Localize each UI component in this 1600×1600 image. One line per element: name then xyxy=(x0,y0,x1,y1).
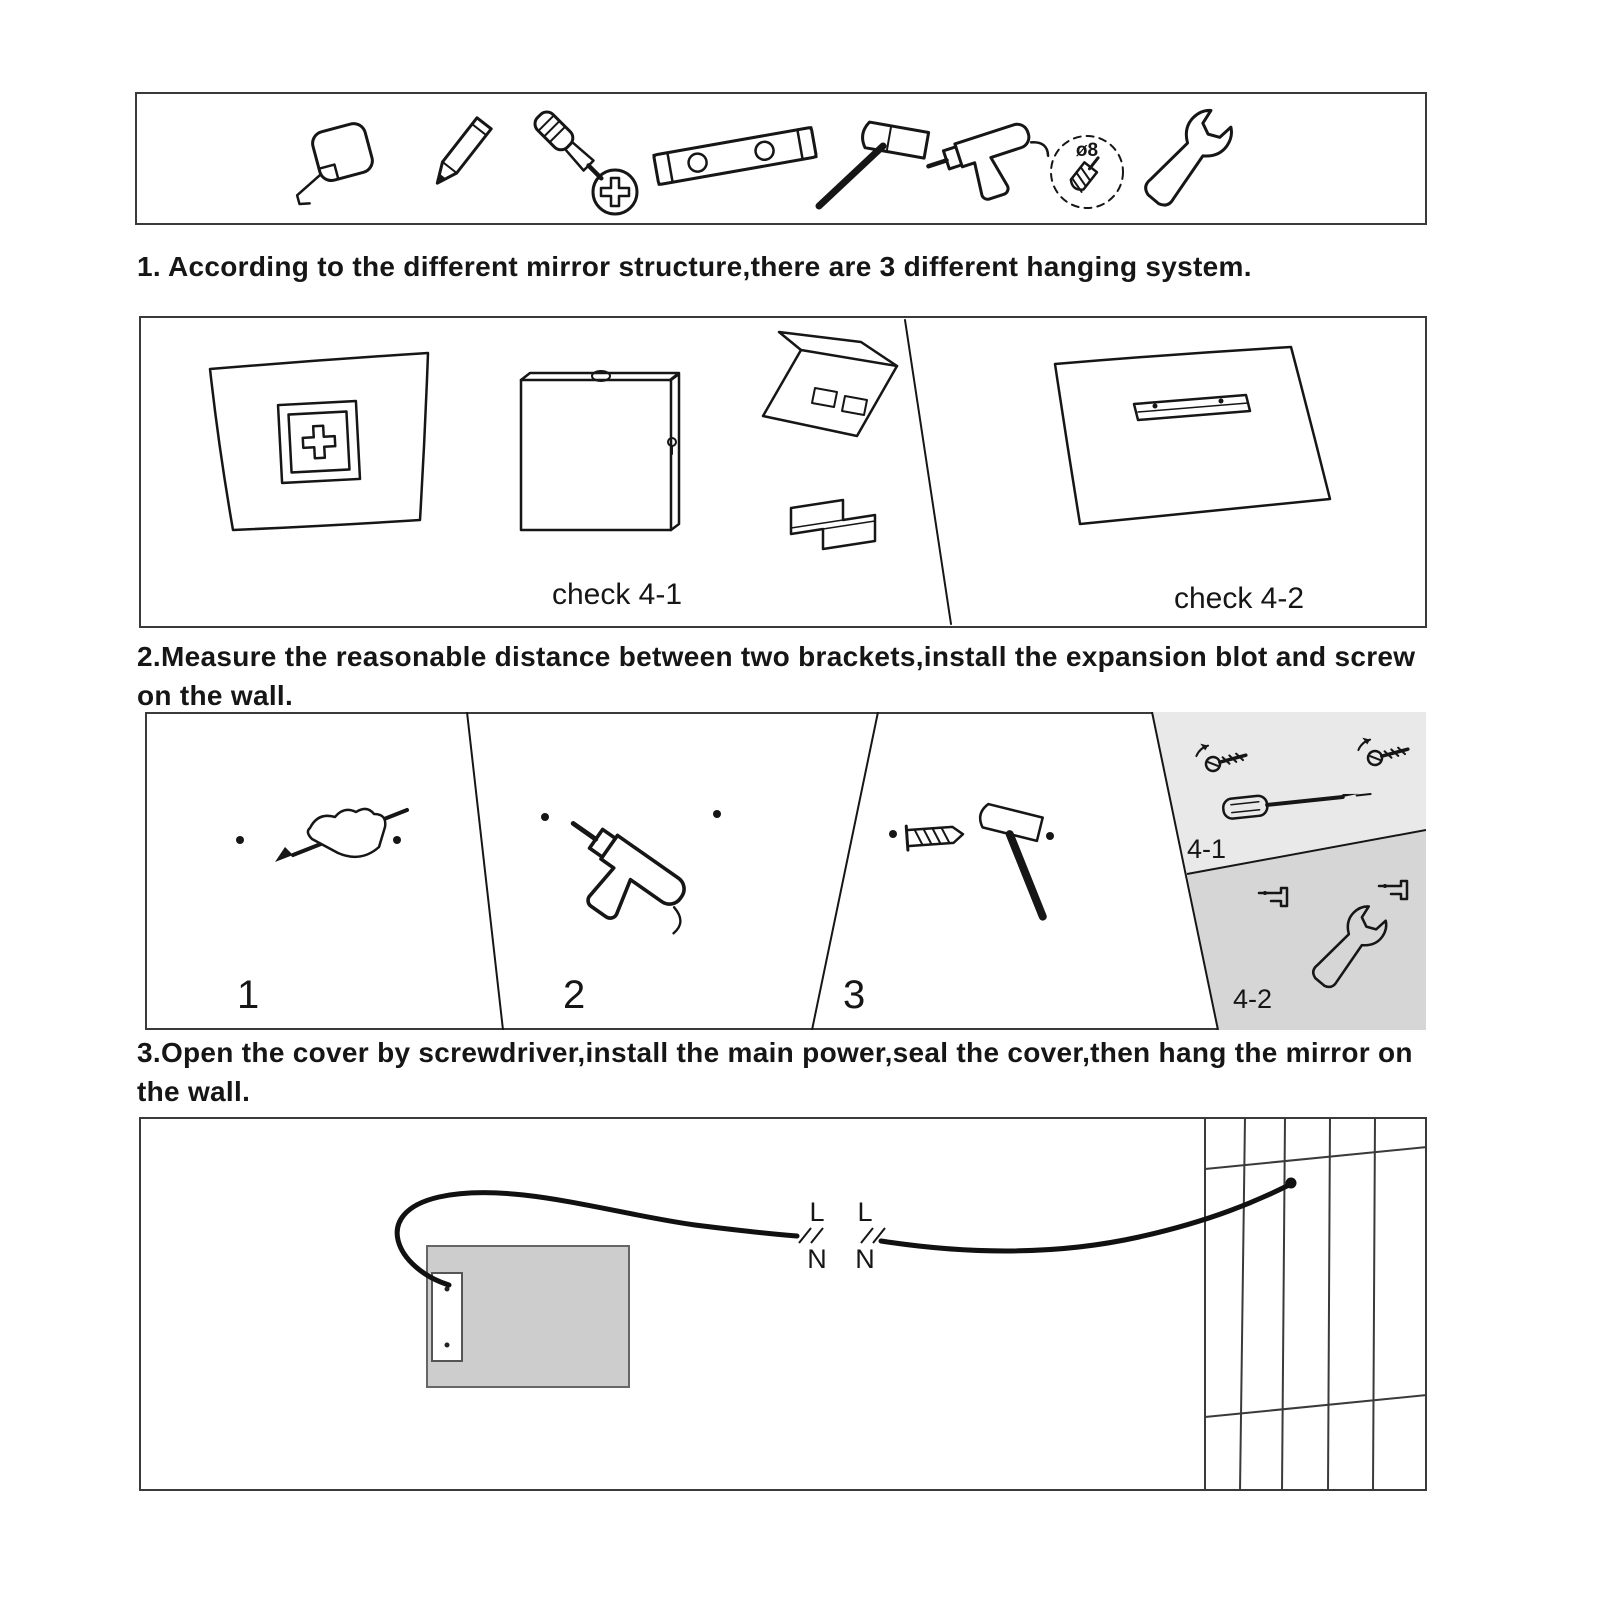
mirror-back-square-hanger xyxy=(210,353,428,530)
step-1-heading: 1. According to the different mirror structure,there are 3 different hanging system. xyxy=(137,251,1252,282)
wall-plug-icon xyxy=(906,822,964,850)
tiled-wall xyxy=(1205,1117,1427,1491)
check-4-1-label: check 4-1 xyxy=(551,578,683,611)
power-cable-right xyxy=(881,1185,1289,1251)
power-driver-box xyxy=(427,1246,629,1387)
mounting-steps-illustration xyxy=(145,712,1426,1030)
mark-with-pencil-icon xyxy=(236,809,407,862)
terminal-right-line-label: L xyxy=(857,1197,873,1227)
electric-drill-icon xyxy=(924,117,1056,213)
step-3-heading: 3.Open the cover by screwdriver,install the main power,seal the cover,then hang the mirror on the wall. xyxy=(137,1037,1413,1107)
wire-break-left xyxy=(799,1228,823,1243)
drill-bit-size-label: ø8 xyxy=(1075,140,1099,161)
panel-divider xyxy=(905,320,951,624)
cable-wall-connection xyxy=(1286,1178,1297,1189)
detail-4-1-label: 4-1 xyxy=(1187,834,1227,864)
tape-measure-icon xyxy=(283,121,379,206)
detail-4-2-label: 4-2 xyxy=(1233,984,1273,1014)
panel-1-label: 1 xyxy=(237,973,260,1017)
drill-holes-icon xyxy=(540,810,721,954)
anchor-and-hammer-icon xyxy=(889,803,1066,917)
wrench-icon xyxy=(1137,105,1238,214)
spirit-level-icon xyxy=(654,127,817,184)
mirror-back-bar-hanger xyxy=(1055,347,1330,524)
terminal-left-neutral-label: N xyxy=(807,1244,827,1274)
hammer-icon xyxy=(819,121,929,206)
terminal-labels xyxy=(799,1197,885,1274)
hanging-systems-illustration xyxy=(139,316,1427,628)
pencil-icon xyxy=(430,118,491,189)
panel-3-label: 3 xyxy=(843,973,866,1017)
panel-2-label: 2 xyxy=(563,973,586,1017)
hanging-bracket-parts xyxy=(763,332,897,549)
screwdriver-icon xyxy=(531,108,609,186)
mounting-plate xyxy=(521,371,679,530)
wiring-illustration xyxy=(139,1117,1427,1491)
terminal-right-neutral-label: N xyxy=(855,1244,875,1274)
check-4-2-label: check 4-2 xyxy=(1173,582,1305,615)
phillips-head-icon xyxy=(593,170,637,214)
panel-divider xyxy=(467,712,503,1030)
step-2-heading: 2.Measure the reasonable distance between two brackets,install the expansion blot and screw on the wall. xyxy=(137,641,1416,711)
terminal-left-line-label: L xyxy=(809,1197,825,1227)
hammer-icon xyxy=(960,803,1066,917)
tools-illustration xyxy=(135,92,1427,225)
